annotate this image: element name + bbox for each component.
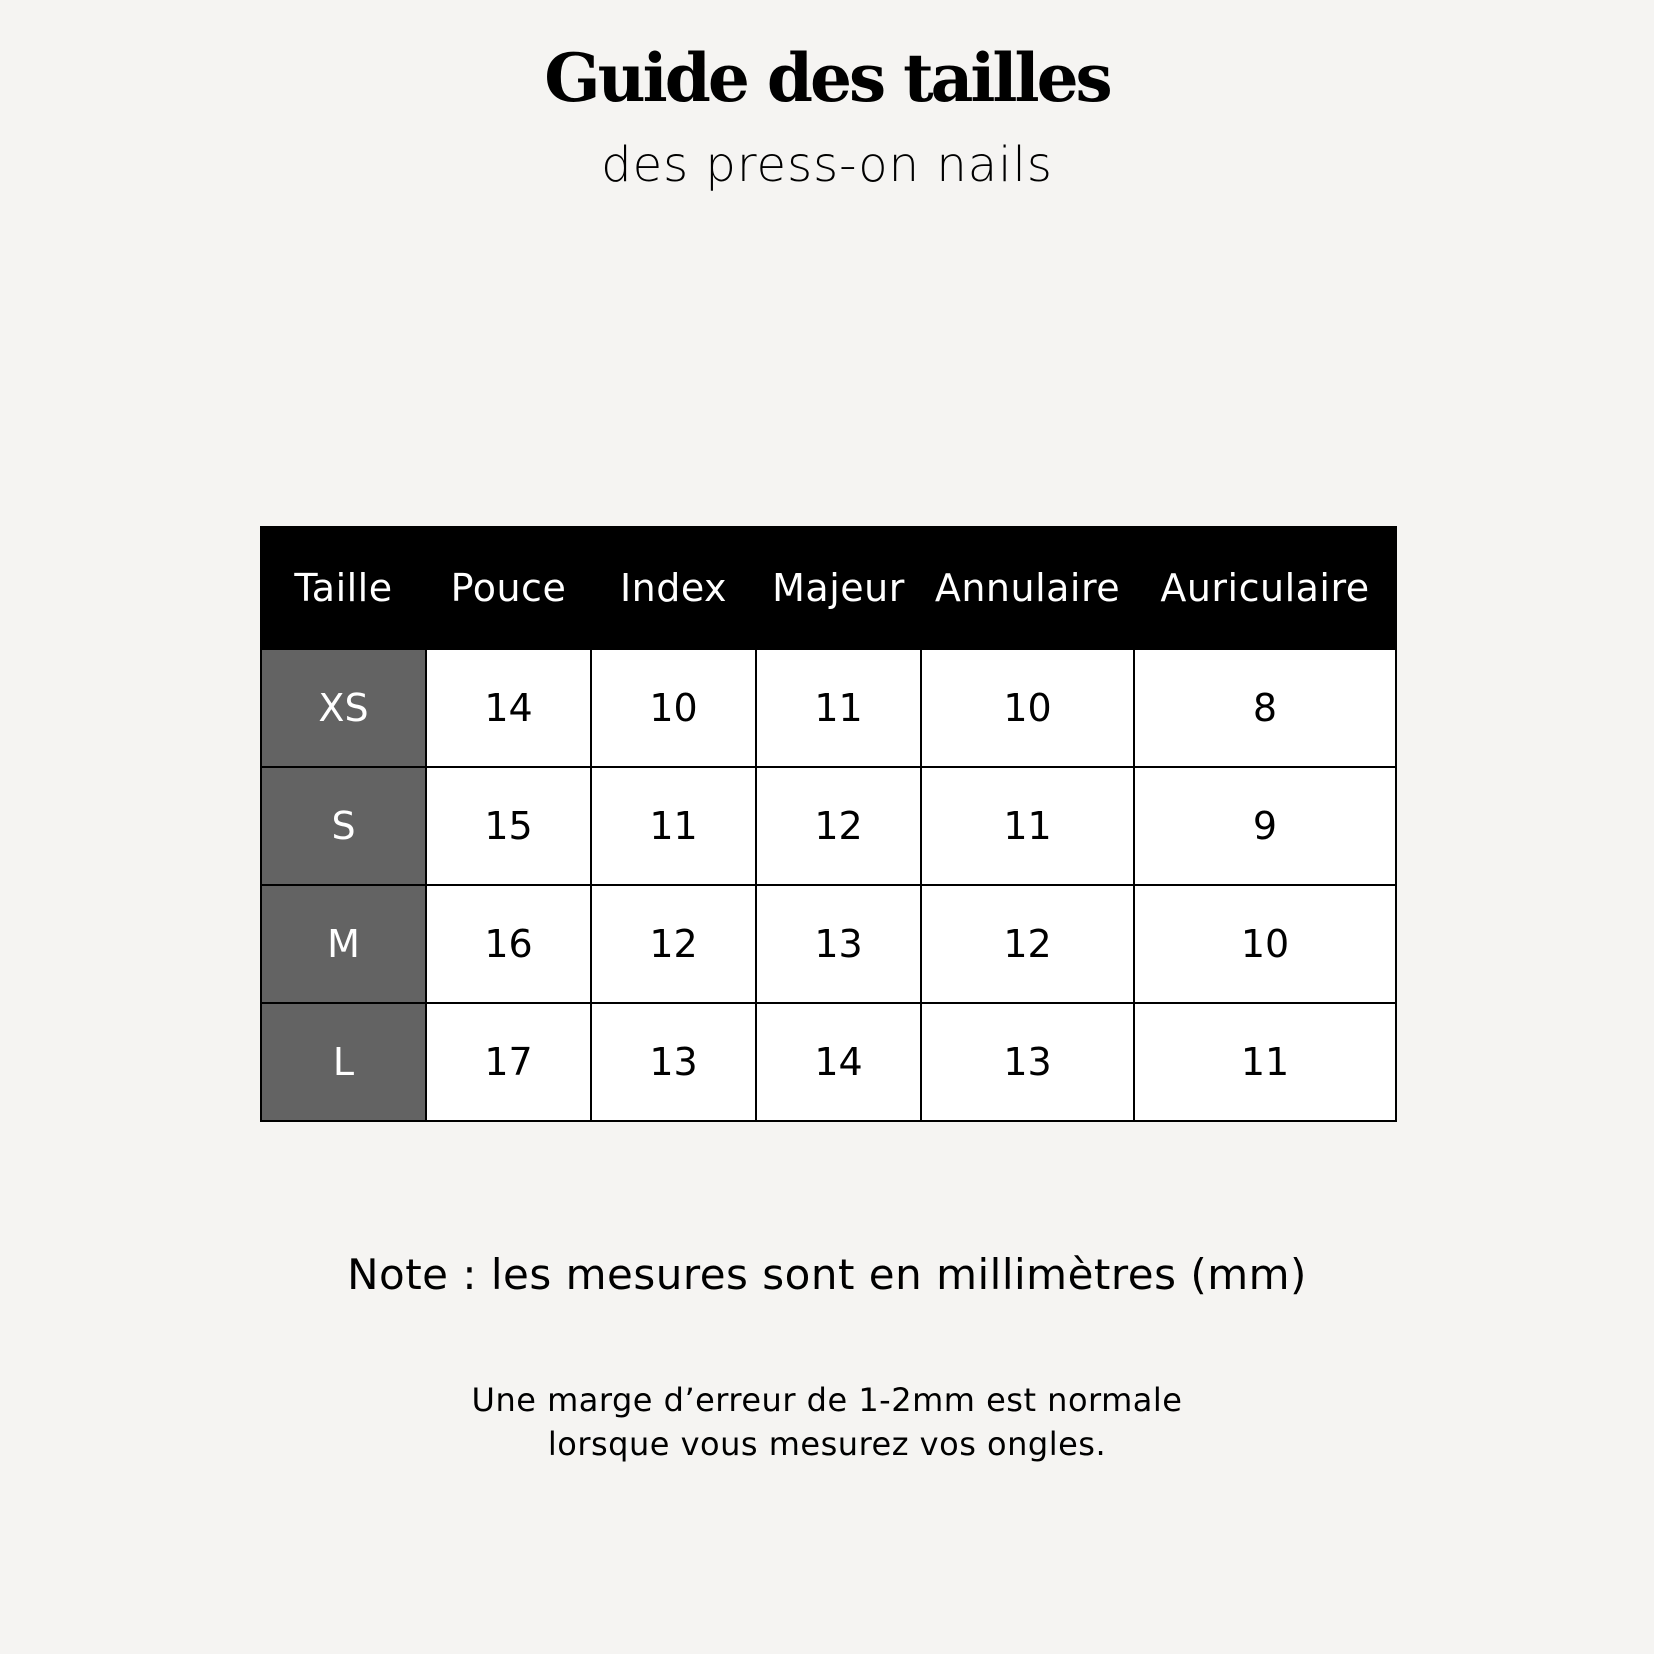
page-subtitle: des press-on nails xyxy=(601,137,1053,193)
column-header-taille: Taille xyxy=(261,527,426,649)
table-row xyxy=(261,649,1396,767)
table-cell: 16 xyxy=(426,885,591,1003)
table-cell: 8 xyxy=(1134,649,1396,767)
table-row xyxy=(261,885,1396,1003)
table-cell: 12 xyxy=(756,767,921,885)
table-cell: 10 xyxy=(921,649,1134,767)
table-cell: 17 xyxy=(426,1003,591,1121)
table-cell: 15 xyxy=(426,767,591,885)
table-cell: 10 xyxy=(1134,885,1396,1003)
size-table xyxy=(260,526,1397,1122)
table-cell: 13 xyxy=(591,1003,756,1121)
column-header-majeur: Majeur xyxy=(756,527,921,649)
table-row xyxy=(261,1003,1396,1121)
table-cell: 12 xyxy=(591,885,756,1003)
table-cell: 14 xyxy=(426,649,591,767)
error-margin-note xyxy=(0,1378,1654,1466)
table-cell: 14 xyxy=(756,1003,921,1121)
units-note: Note : les mesures sont en millimètres (mm) xyxy=(347,1250,1307,1299)
table-cell: 11 xyxy=(921,767,1134,885)
table-cell: 11 xyxy=(1134,1003,1396,1121)
table-row xyxy=(261,767,1396,885)
table-header-row xyxy=(261,527,1396,649)
table-cell: 13 xyxy=(921,1003,1134,1121)
size-label-cell: S xyxy=(261,767,426,885)
error-margin-line-1: Une marge d’erreur de 1-2mm est normale xyxy=(471,1381,1183,1419)
table-cell: 10 xyxy=(591,649,756,767)
table-cell: 13 xyxy=(756,885,921,1003)
size-label-cell: M xyxy=(261,885,426,1003)
page-title: Guide des tailles xyxy=(544,39,1110,117)
table-cell: 11 xyxy=(756,649,921,767)
column-header-pouce: Pouce xyxy=(426,527,591,649)
size-label-cell: L xyxy=(261,1003,426,1121)
column-header-auriculaire: Auriculaire xyxy=(1134,527,1396,649)
column-header-annulaire: Annulaire xyxy=(921,527,1134,649)
column-header-index: Index xyxy=(591,527,756,649)
table-cell: 12 xyxy=(921,885,1134,1003)
size-label-cell: XS xyxy=(261,649,426,767)
table-cell: 9 xyxy=(1134,767,1396,885)
error-margin-line-2: lorsque vous mesurez vos ongles. xyxy=(547,1425,1107,1463)
table-cell: 11 xyxy=(591,767,756,885)
